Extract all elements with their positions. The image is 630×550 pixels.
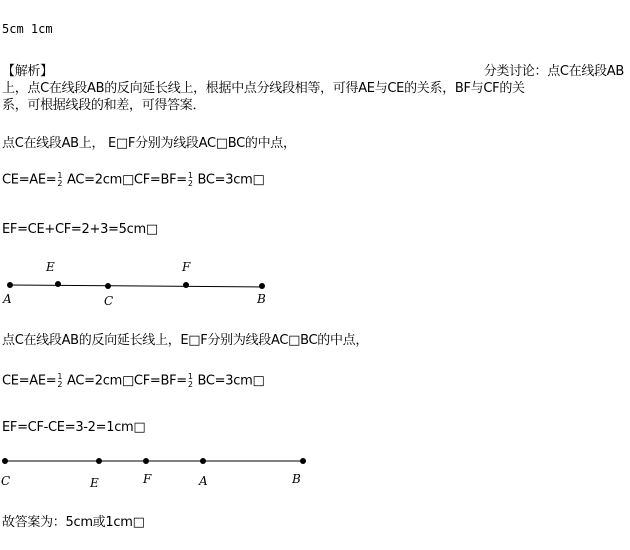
- case2-half-fraction-1: 1 2: [57, 372, 63, 389]
- case1-label-F: F: [182, 260, 191, 274]
- case1-label-E: E: [46, 260, 55, 274]
- analysis-tag: 【解析】: [2, 64, 53, 79]
- case2-label-C: C: [1, 474, 11, 488]
- case2-statement: 点C在线段AB的反向延长线上，E□F分别为线段AC□BC的中点，: [2, 333, 369, 348]
- case1-equation1: [2, 172, 264, 188]
- case1-eq1-part-b: AC=2cm□CF=BF=: [67, 172, 187, 188]
- analysis-intro-line2: 上，点C在线段AB的反向延长线上，根据中点分线段相等，可得AE与CE的关系，BF与CF的关: [2, 81, 525, 96]
- case1-equation2: EF=CE+CF=2+3=5cm□: [2, 222, 158, 237]
- case1-label-C: C: [104, 294, 114, 308]
- case1-label-B: B: [257, 292, 266, 306]
- case1-label-A: A: [3, 292, 12, 306]
- analysis-intro-line3: 系，可根据线段的和差，可得答案．: [2, 98, 206, 113]
- case2-eq1-part-b: AC=2cm□CF=BF=: [67, 373, 187, 389]
- case2-point-B: [300, 458, 306, 464]
- case2-equation1: [2, 373, 264, 389]
- case2-label-F: F: [143, 472, 152, 486]
- case1-eq1-part-c: BC=3cm□: [197, 172, 265, 188]
- case2-half-fraction-2: 1 2: [187, 372, 193, 389]
- case1-half-fraction-1: 1 2: [57, 171, 63, 188]
- case1-point-E: [55, 281, 61, 287]
- case2-equation2: EF=CF-CE=3-2=1cm□: [2, 420, 146, 435]
- case1-segment-figure: [0, 252, 300, 310]
- case2-point-C: [2, 458, 8, 464]
- case1-point-C: [105, 283, 111, 289]
- analysis-intro-right: 分类讨论：点C在线段AB: [483, 64, 624, 79]
- case1-line: [10, 285, 263, 287]
- case1-half-fraction-2: 1 2: [187, 171, 193, 188]
- case1-eq1-part-a: CE=AE=: [2, 172, 57, 188]
- case2-label-B: B: [292, 472, 301, 486]
- conclusion: 故答案为：5cm或1cm□: [2, 515, 145, 530]
- case2-point-F: [143, 458, 149, 464]
- case1-point-B: [259, 283, 265, 289]
- case2-eq1-part-c: BC=3cm□: [197, 373, 265, 389]
- case2-label-A: A: [199, 474, 208, 488]
- case2-point-E: [96, 458, 102, 464]
- case1-point-F: [183, 282, 189, 288]
- case2-eq1-part-a: CE=AE=: [2, 373, 57, 389]
- case1-point-A: [7, 282, 13, 288]
- case2-point-A: [200, 458, 206, 464]
- answer-line: 5cm 1cm: [2, 22, 53, 36]
- case2-label-E: E: [90, 476, 99, 490]
- case1-statement: 点C在线段AB上， E□F分别为线段AC□BC的中点，: [2, 136, 296, 151]
- case2-segment-figure: [0, 448, 320, 494]
